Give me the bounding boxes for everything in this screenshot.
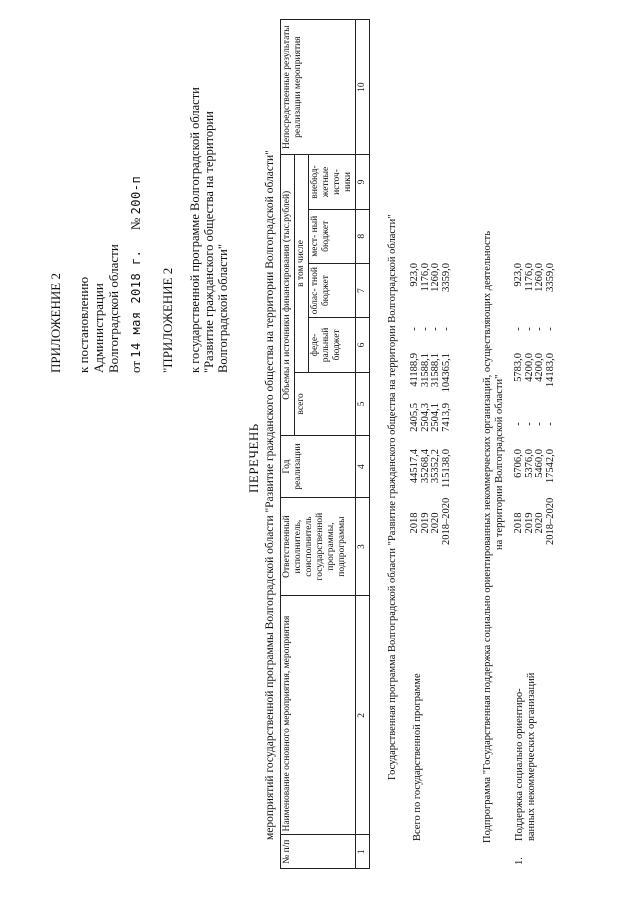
resolution-date-line [128,176,144,373]
value-offbudget: 3359,0 [544,263,556,292]
value-total: 5460,0 [534,449,545,478]
value-total: 17542,0 [544,449,556,484]
program-line-2: "Развитие гражданского общества на территории [202,111,216,373]
value-federal: 2504,3 [419,403,431,432]
number-sign: № [128,217,143,231]
year: 2018 [513,512,524,534]
year: 2020 [430,512,441,534]
value-offbudget: 923,0 [409,263,420,287]
section1-offbudget [410,263,452,305]
value-total: 35268,4 [419,449,431,484]
row-label-support-line1: Поддержка социально ориентиро- [514,688,525,841]
page-title: ПЕРЕЧЕНЬ [246,423,261,493]
value-offbudget: 1260,0 [430,263,441,292]
value-federal: - [513,422,524,426]
col-number: 5 [356,372,370,436]
value-regional: 14183,0 [544,353,556,388]
section2-regional [514,353,556,401]
col-year-header: Год реализации [281,436,356,498]
date-value: 14 мая 2018 г. [129,249,143,358]
value-federal: - [523,422,535,426]
col-executor-header: Ответственный исполнитель, соисполнитель государственной программы, подпрограммы [281,497,356,595]
value-local: - [534,327,545,331]
col-number: 4 [356,436,370,498]
col-number: 7 [356,263,370,317]
section1-local [410,309,452,349]
value-regional: 4200,0 [523,353,535,382]
section1-regional [410,353,452,401]
value-federal: - [534,422,545,426]
section2-federal [514,403,556,445]
row-number: 1. [514,857,525,865]
section2-local [514,309,556,349]
value-federal: 2405,5 [409,403,420,432]
value-local: - [523,327,535,331]
value-regional: 5783,0 [513,353,524,382]
col-results-header: Непосредственные результаты реализации мероприятия [281,20,356,155]
value-total: 35352,2 [430,449,441,484]
value-regional: 104365,1 [440,353,452,393]
value-local: - [544,327,556,331]
col-number: 9 [356,155,370,209]
col-including-header: в том числе [295,155,309,372]
col-number: 6 [356,318,370,372]
row-label-support-line2: ванных некоммерческих организаций [526,672,537,841]
year: 2020 [534,512,545,534]
value-offbudget: 3359,0 [440,263,452,292]
col-num-header: № п/п [281,835,356,869]
col-regional-header: облас- тной бюджет [309,263,356,317]
value-offbudget: 1260,0 [534,263,545,292]
col-total-header: всего [295,372,356,436]
value-local: - [513,327,524,331]
program-line-1: к государственной программе Волгоградской области [188,87,202,373]
year: 2019 [523,512,535,534]
col-number: 3 [356,497,370,595]
section-title-program: Государственная программа Волгоградской области "Развитие гражданского общества на территории Волгоградской области" [387,214,398,780]
col-local-header: мест- ный бюджет [309,209,356,263]
col-number: 2 [356,596,370,835]
value-regional: 31588,1 [430,353,441,388]
section1-years [409,497,452,545]
value-total: 115138,0 [440,449,452,488]
year: 2018–2020 [544,497,556,545]
to-resolution: к постановлению [76,276,91,373]
region: Волгоградской области [106,244,121,373]
date-prefix: от [128,360,143,373]
value-federal: - [544,422,556,426]
page-subtitle: мероприятий государственной программы Волгоградской области "Развитие гражданского общества на территории Волгоградской области" [264,150,276,840]
section-title-subprogram-line2: на территории Волгоградской области" [494,374,505,550]
header-table [280,19,370,869]
value-offbudget: 1176,0 [523,263,535,292]
col-funding-header: Объемы и источники финансирования (тыс.рублей) [281,155,295,436]
value-total: 5376,0 [523,449,535,478]
col-number: 1 [356,835,370,869]
value-regional: 41188,9 [409,353,420,387]
program-line-3: Волгоградской области" [216,244,230,373]
section2-total [514,449,556,501]
value-total: 44517,4 [409,449,420,484]
year: 2018–2020 [440,497,452,545]
col-federal-header: феде- ральный бюджет [309,318,356,372]
col-name-header: Наименование основного мероприятия, мероприятия [281,596,356,835]
section2-offbudget [514,263,556,305]
value-offbudget: 1176,0 [419,263,431,292]
value-federal: 2504,1 [430,403,441,432]
number-value: 200-п [129,175,143,215]
value-local: - [440,327,452,331]
section1-total [410,449,452,501]
value-local: - [419,327,431,331]
value-local: - [409,327,420,331]
row-label-total: Всего по государственной программе [412,673,423,841]
value-regional: 4200,0 [534,353,545,382]
value-local: - [430,327,441,331]
value-regional: 31588,1 [419,353,431,388]
section1-federal [410,403,452,445]
year: 2019 [419,512,431,534]
col-number: 10 [356,20,370,155]
value-offbudget: 923,0 [513,263,524,287]
administration: Администрации [91,283,106,373]
col-offbudget-header: внебюд- жетные источ- ники [309,155,356,209]
appendix-quoted: "ПРИЛОЖЕНИЕ 2 [160,267,175,373]
value-federal: 7413,9 [440,403,452,432]
col-number: 8 [356,209,370,263]
year: 2018 [409,512,420,534]
section-title-subprogram: Подпрограмма "Государственная поддержка социально ориентированных некоммерческих организаций, осуществляющих деятельность [482,230,493,843]
appendix-title: ПРИЛОЖЕНИЕ 2 [48,273,63,373]
value-total: 6706,0 [513,449,524,478]
section2-years [513,497,556,545]
